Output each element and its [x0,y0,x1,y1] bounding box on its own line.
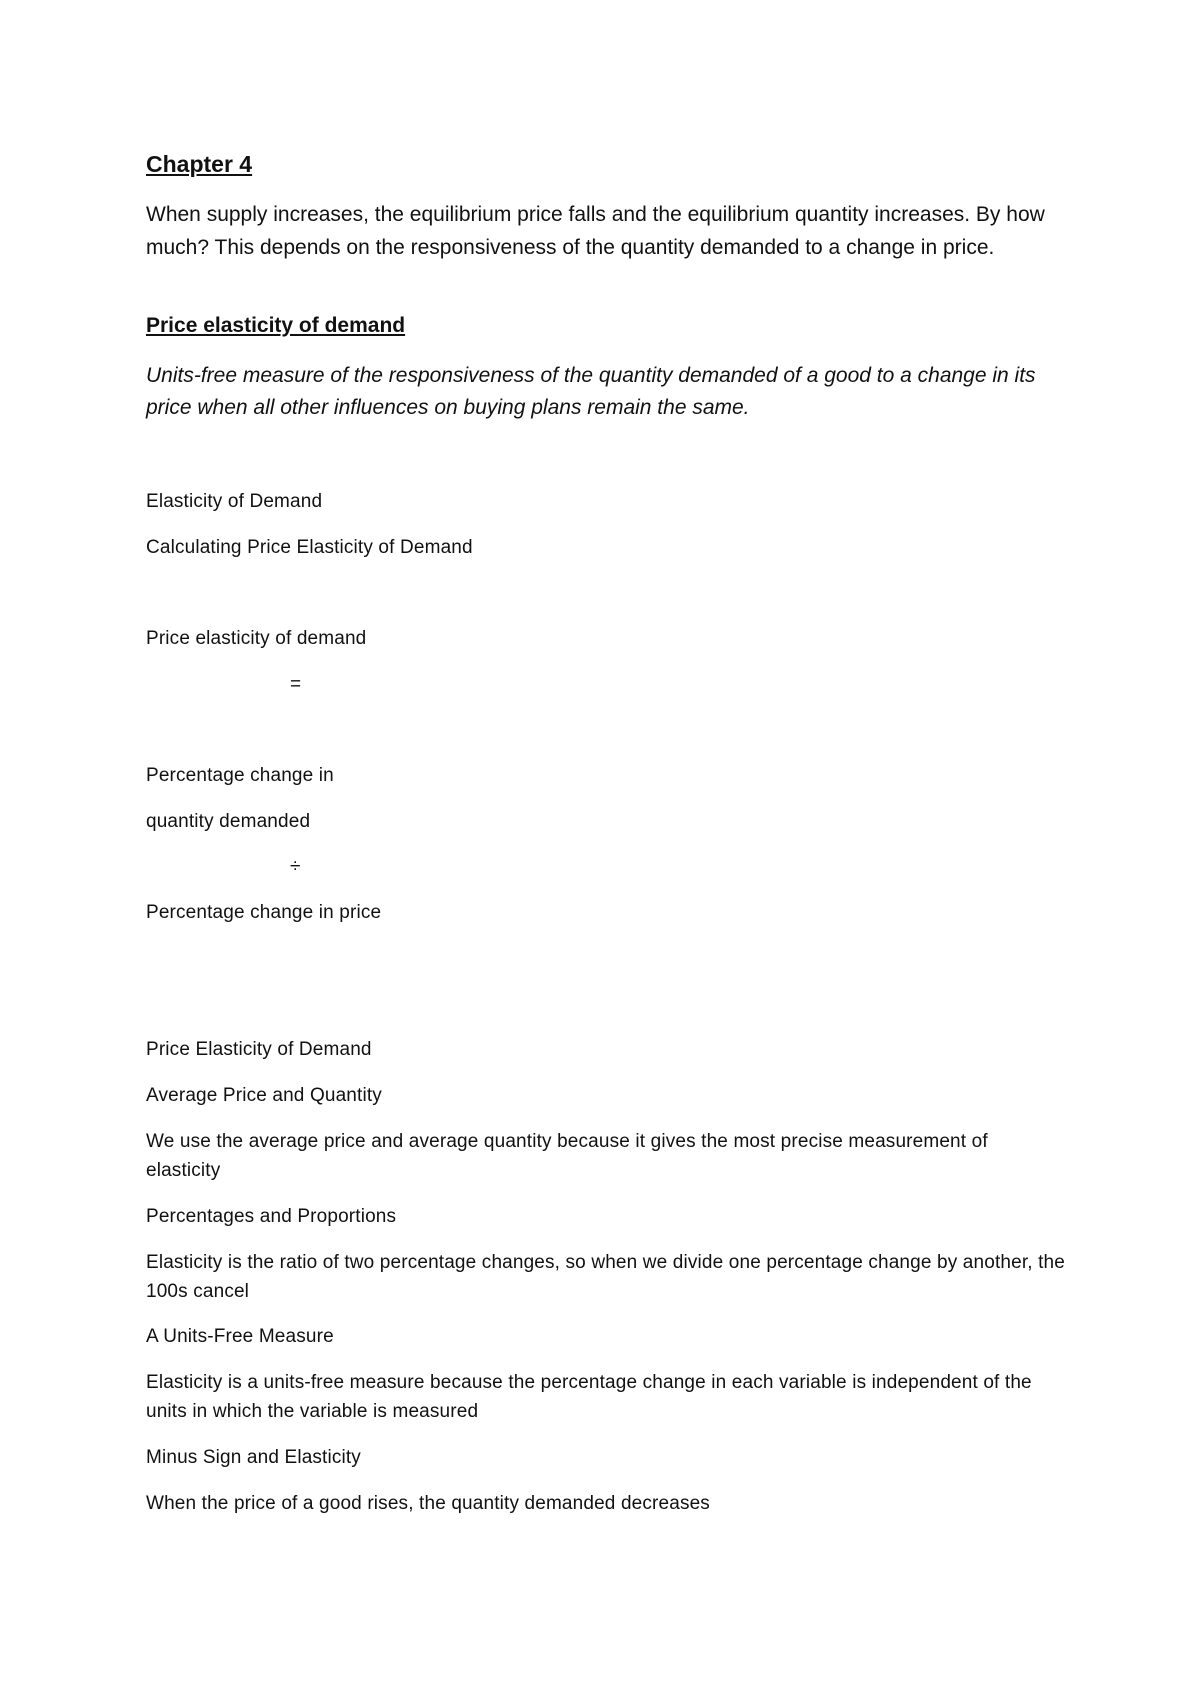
slide-line-units-free: A Units-Free Measure [146,1326,334,1347]
slide-line-pct-change-in: Percentage change in [146,765,334,786]
slide-line-minus-sign: Minus Sign and Elasticity [146,1447,361,1468]
slide-line-ped-title: Price Elasticity of Demand [146,1039,372,1060]
chapter-title: Chapter 4 [146,151,253,177]
slide-line-avg-explanation: We use the average price and average quantity because it gives the most precise measurement of elasticity [146,1131,988,1181]
divide-symbol: ÷ [290,856,301,877]
slide-line-quantity-demanded: quantity demanded [146,811,311,832]
definition-paragraph: Units-free measure of the responsiveness of the quantity demanded of a good to a change in its price when all other influences on buying plans remain the same. [146,364,1036,419]
intro-paragraph: When supply increases, the equilibrium price falls and the equilibrium quantity increases. By how much? This depends on the responsiveness of the quantity demanded to a change in price. [146,203,1045,259]
slide-line-elasticity-of-demand: Elasticity of Demand [146,491,323,512]
slide-line-pct-change-price: Percentage change in price [146,902,382,923]
slide-line-ped-label: Price elasticity of demand [146,628,367,649]
slide-line-ratio-explanation: Elasticity is the ratio of two percentage changes, so when we divide one percentage change by another, the 100s cancel [146,1252,1065,1302]
slide-line-minus-explanation: When the price of a good rises, the quantity demanded decreases [146,1493,710,1514]
section-heading: Price elasticity of demand [146,314,406,337]
slide-line-calculating: Calculating Price Elasticity of Demand [146,537,473,558]
slide-line-avg-price-qty: Average Price and Quantity [146,1085,382,1106]
slide-line-pct-proportions: Percentages and Proportions [146,1206,397,1227]
slide-line-units-free-explanation: Elasticity is a units-free measure because the percentage change in each variable is independent of the units in which the variable is measured [146,1372,1032,1422]
equals-symbol: = [290,674,302,695]
